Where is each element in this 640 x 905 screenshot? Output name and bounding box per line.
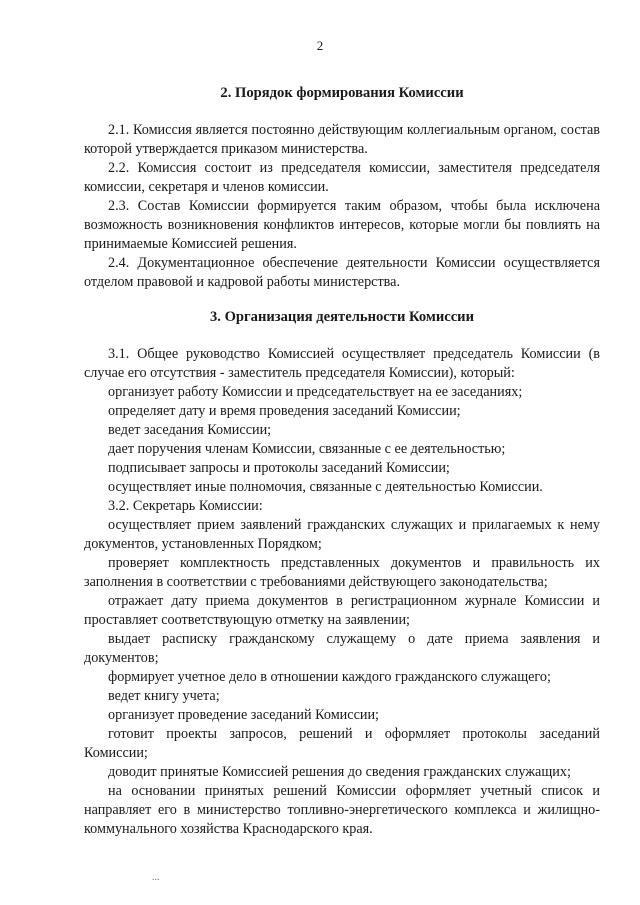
list-item: формирует учетное дело в отношении каждого гражданского служащего; <box>108 669 551 685</box>
list-item: готовит проекты запросов, решений и оформляет протоколы заседаний Комиссии; <box>84 726 600 761</box>
list-item: определяет дату и время проведения заседаний Комиссии; <box>108 403 461 419</box>
section-3-heading: 3. Организация деятельности Комиссии <box>209 309 475 325</box>
page-number: 2 <box>316 38 324 53</box>
list-item: подписывает запросы и протоколы заседаний Комиссии; <box>108 460 450 476</box>
section-2-heading: 2. Порядок формирования Комиссии <box>220 85 464 101</box>
list-item: организует проведение заседаний Комиссии; <box>108 707 379 723</box>
footer-mark: ... <box>152 872 160 883</box>
document-body <box>84 84 600 839</box>
paragraph-2-2: 2.2. Комиссия состоит из председателя комиссии, заместителя председателя комиссии, секретаря и членов комиссии. <box>84 160 600 195</box>
list-item: дает поручения членам Комиссии, связанные с ее деятельностью; <box>108 441 506 457</box>
paragraph-3-2: 3.2. Секретарь Комиссии: <box>108 498 263 514</box>
paragraph-2-4: 2.4. Документационное обеспечение деятельности Комиссии осуществляется отделом правовой и кадровой работы министерства. <box>84 255 600 290</box>
list-item: на основании принятых решений Комиссии оформляет учетный список и направляет его в министерство топливно-энергетического комплекса и жилищно-коммунального хозяйства Краснодарского края. <box>84 783 600 837</box>
list-item: ведет книгу учета; <box>108 688 220 704</box>
list-item: организует работу Комиссии и председательствует на ее заседаниях; <box>108 384 523 400</box>
list-item: доводит принятые Комиссией решения до сведения гражданских служащих; <box>108 764 571 780</box>
paragraph-3-1: 3.1. Общее руководство Комиссией осуществляет председатель Комиссии (в случае его отсутствия - заместитель председателя Комиссии), который: <box>84 346 600 381</box>
list-item: ведет заседания Комиссии; <box>108 422 272 438</box>
list-item: осуществляет иные полномочия, связанные с деятельностью Комиссии. <box>108 479 543 495</box>
list-item: проверяет комплектность представленных документов и правильность их заполнения в соответствии с требованиями действующего законодательства; <box>84 555 600 590</box>
list-item: выдает расписку гражданскому служащему о дате приема заявления и документов; <box>84 631 600 666</box>
list-item: осуществляет прием заявлений гражданских служащих и прилагаемых к нему документов, установленных Порядком; <box>84 517 600 552</box>
list-item: отражает дату приема документов в регистрационном журнале Комиссии и проставляет соответствующую отметку на заявлении; <box>84 593 600 628</box>
paragraph-2-1: 2.1. Комиссия является постоянно действующим коллегиальным органом, состав которой утверждается приказом министерства. <box>84 122 600 157</box>
paragraph-2-3: 2.3. Состав Комиссии формируется таким образом, чтобы была исключена возможность возникновения конфликтов интересов, которые могли бы повлиять на принимаемые Комиссией решения. <box>84 198 600 252</box>
